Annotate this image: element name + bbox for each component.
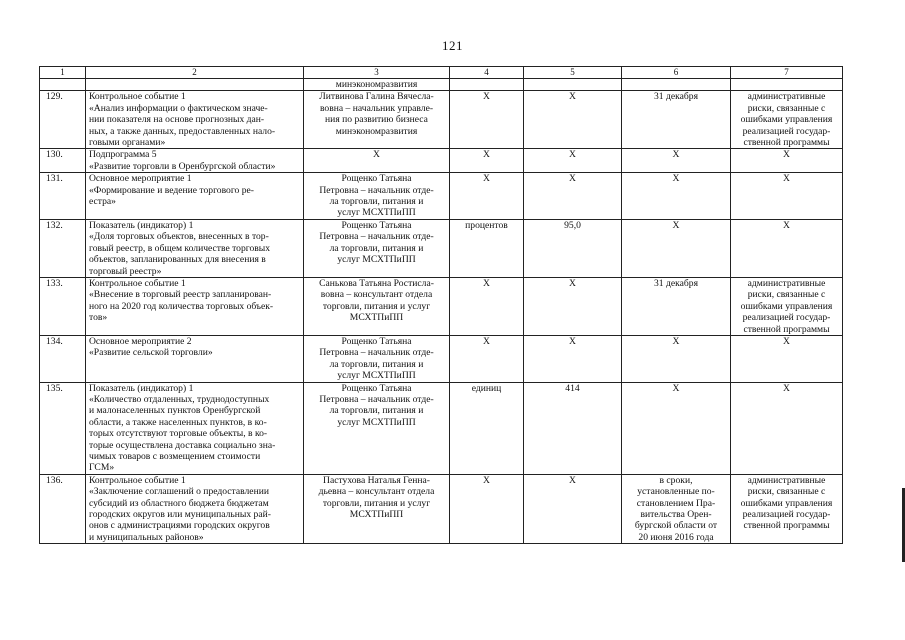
continuation-row xyxy=(40,79,843,91)
risk-cell: Х xyxy=(731,335,843,382)
deadline-cell: Х xyxy=(622,335,731,382)
risk-cell: Х xyxy=(731,219,843,277)
unit-cell: Х xyxy=(450,277,524,335)
continuation-cell xyxy=(86,79,304,91)
deadline-cell: Х xyxy=(622,173,731,220)
value-cell: Х xyxy=(524,149,622,173)
table-row xyxy=(40,277,843,335)
value-cell: Х xyxy=(524,91,622,149)
unit-cell: единиц xyxy=(450,382,524,474)
row-number-cell: 130. xyxy=(40,149,86,173)
row-number-cell: 133. xyxy=(40,277,86,335)
event-name-cell: Основное мероприятие 2 «Развитие сельской торговли» xyxy=(86,335,304,382)
column-number: 2 xyxy=(86,67,304,79)
risk-cell: административные риски, связанные с ошибками управления реализацией государ- ственной программы xyxy=(731,277,843,335)
risk-cell: административные риски, связанные с ошибками управления реализацией государ- ственной программы xyxy=(731,474,843,543)
event-name-cell: Основное мероприятие 1 «Формирование и ведение торгового ре- естра» xyxy=(86,173,304,220)
table-row xyxy=(40,149,843,173)
column-number: 7 xyxy=(731,67,843,79)
value-cell: 414 xyxy=(524,382,622,474)
value-cell: Х xyxy=(524,335,622,382)
unit-cell: Х xyxy=(450,173,524,220)
responsible-cell: Санькова Татьяна Ростисла- вовна – консультант отдела торговли, питания и услуг МСХТПиПП xyxy=(304,277,450,335)
row-number-cell: 134. xyxy=(40,335,86,382)
risk-cell: административные риски, связанные с ошибками управления реализацией государ- ственной программы xyxy=(731,91,843,149)
column-number: 3 xyxy=(304,67,450,79)
responsible-cell: Рощенко Татьяна Петровна – начальник отде- ла торговли, питания и услуг МСХТПиПП xyxy=(304,219,450,277)
continuation-cell xyxy=(524,79,622,91)
risk-cell: Х xyxy=(731,173,843,220)
value-cell: 95,0 xyxy=(524,219,622,277)
value-cell: Х xyxy=(524,277,622,335)
page-number: 121 xyxy=(442,38,463,53)
deadline-cell: в сроки, установленные по- становлением Пра- вительства Орен- бургской области от 20 июня 2016 года xyxy=(622,474,731,543)
table-row xyxy=(40,219,843,277)
table-row xyxy=(40,173,843,220)
event-name-cell: Контрольное событие 1 «Заключение соглашений о предоставлении субсидий из областного бюджета бюджетам городских округов или муниципальных рай- онов с администрациями городских округов и муниципальных районов» xyxy=(86,474,304,543)
risk-cell: Х xyxy=(731,382,843,474)
table-row xyxy=(40,474,843,543)
deadline-cell: Х xyxy=(622,219,731,277)
event-name-cell: Показатель (индикатор) 1 «Доля торговых объектов, внесенных в тор- говый реестр, в общем количестве торговых объектов, запланированных для внесения в торговый реестр» xyxy=(86,219,304,277)
column-number: 1 xyxy=(40,67,86,79)
deadline-cell: Х xyxy=(622,382,731,474)
row-number-cell: 132. xyxy=(40,219,86,277)
value-cell: Х xyxy=(524,474,622,543)
continuation-cell xyxy=(40,79,86,91)
unit-cell: Х xyxy=(450,149,524,173)
deadline-cell: 31 декабря xyxy=(622,277,731,335)
continuation-cell: минэкономразвития xyxy=(304,79,450,91)
responsible-cell: Х xyxy=(304,149,450,173)
continuation-cell xyxy=(622,79,731,91)
deadline-cell: Х xyxy=(622,149,731,173)
event-name-cell: Показатель (индикатор) 1 «Количество отдаленных, труднодоступных и малонаселенных пунктов Оренбургской области, а также населенных пунктов, в ко- торых отсутствуют торговые объекты, в ко- торые осуществлена доставка социально зна- чимых товаров с возмещением стоимости ГСМ» xyxy=(86,382,304,474)
event-name-cell: Подпрограмма 5 «Развитие торговли в Оренбургской области» xyxy=(86,149,304,173)
table-row xyxy=(40,382,843,474)
responsible-cell: Рощенко Татьяна Петровна – начальник отде- ла торговли, питания и услуг МСХТПиПП xyxy=(304,335,450,382)
unit-cell: Х xyxy=(450,91,524,149)
plan-table xyxy=(39,66,843,544)
continuation-cell xyxy=(731,79,843,91)
responsible-cell: Рощенко Татьяна Петровна – начальник отде- ла торговли, питания и услуг МСХТПиПП xyxy=(304,173,450,220)
table-row xyxy=(40,335,843,382)
column-number: 4 xyxy=(450,67,524,79)
responsible-cell: Литвинова Галина Вячесла- вовна – начальник управле- ния по развитию бизнеса минэкономразвития xyxy=(304,91,450,149)
column-number: 6 xyxy=(622,67,731,79)
row-number-cell: 135. xyxy=(40,382,86,474)
event-name-cell: Контрольное событие 1 «Анализ информации о фактическом значе- нии показателя на основе прогнозных дан- ных, а также данных, предоставленных нало- говыми органами» xyxy=(86,91,304,149)
responsible-cell: Рощенко Татьяна Петровна – начальник отде- ла торговли, питания и услуг МСХТПиПП xyxy=(304,382,450,474)
table-row xyxy=(40,91,843,149)
responsible-cell: Пастухова Наталья Генна- дьевна – консультант отдела торговли, питания и услуг МСХТПиПП xyxy=(304,474,450,543)
continuation-cell xyxy=(450,79,524,91)
unit-cell: Х xyxy=(450,335,524,382)
value-cell: Х xyxy=(524,173,622,220)
column-number: 5 xyxy=(524,67,622,79)
row-number-cell: 129. xyxy=(40,91,86,149)
column-number-row xyxy=(40,67,843,79)
deadline-cell: 31 декабря xyxy=(622,91,731,149)
risk-cell: Х xyxy=(731,149,843,173)
unit-cell: Х xyxy=(450,474,524,543)
event-name-cell: Контрольное событие 1 «Внесение в торговый реестр запланирован- ного на 2020 год количества торговых объек- тов» xyxy=(86,277,304,335)
row-number-cell: 136. xyxy=(40,474,86,543)
row-number-cell: 131. xyxy=(40,173,86,220)
unit-cell: процентов xyxy=(450,219,524,277)
table-body xyxy=(40,67,843,544)
